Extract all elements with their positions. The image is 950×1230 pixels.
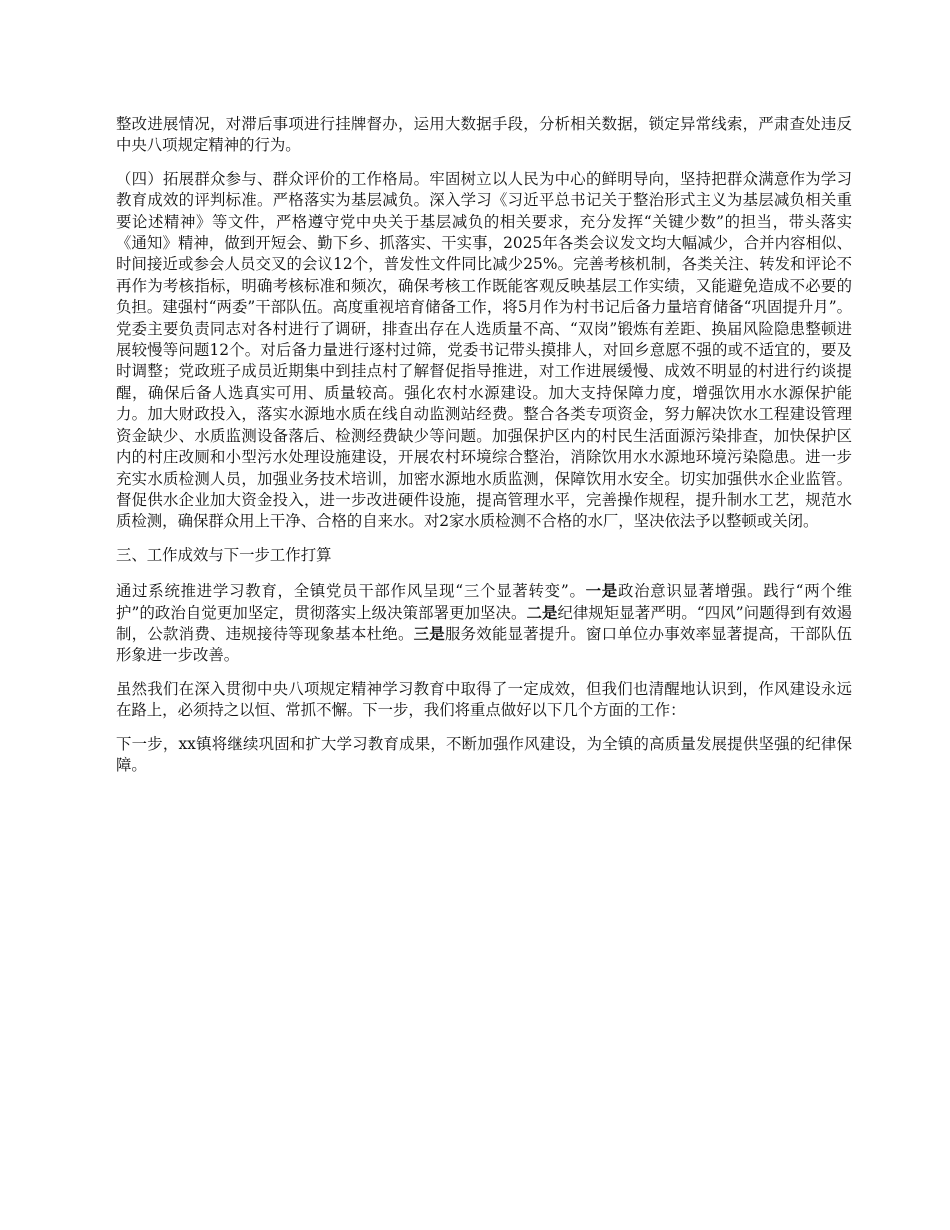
paragraph-mass-participation: （四）拓展群众参与、群众评价的工作格局。牢固树立以人民为中心的鲜明导向，坚持把群众满意作为学习教育成效的评判标准。严格落实为基层减负。深入学习《习近平总书记关于整治形式主义为基层减负相关重要论述精神》等文件，严格遵守党中央关于基层减负的相关要求，充分发挥“关键少数”的担当，带头落实《通知》精神，做到开短会、勤下乡、抓落实、干实事，2025年各类会议发文均大幅减少，合并内容相似、时间接近或参会人员交叉的会议12个，普发性文件同比减少25%。完善考核机制，各类关注、转发和评论不再作为考核指标，明确考核标准和频次，确保考核工作既能客观反映基层工作实绩，又能避免造成不必要的负担。建强村“两委”干部队伍。高度重视培育储备工作，将5月作为村书记后备力量培育储备“巩固提升月”。党委主要负责同志对各村进行了调研，排查出存在人选质量不高、“双岗”锻炼有差距、换届风险隐患整顿进展较慢等问题12个。对后备力量进行逐村过筛，党委书记带头摸排人，对回乡意愿不强的或不适宜的，要及时调整；党政班子成员近期集中到挂点村了解督促指导推进，对工作进展缓慢、成效不明显的村进行约谈提醒，确保后备人选真实可用、质量较高。强化农村水源建设。加大支持保障力度，增强饮用水水源保护能力。加大财政投入，落实水源地水质在线自动监测站经费。整合各类专项资金，努力解决饮水工程建设管理资金缺少、水质监测设备落后、检测经费缺少等问题。加强保护区内的村民生活面源污染排查，加快保护区内的村庄改厕和小型污水处理设施建设，开展农村环境综合整治，消除饮用水水源地环境污染隐患。进一步充实水质检测人员，加强业务技术培训，加密水源地水质监测，保障饮用水安全。切实加强供水企业监管。督促供水企业加大资金投入，进一步改进硬件设施，提高管理水平，完善操作规程，提升制水工艺，规范水质检测，确保群众用上干净、合格的自来水。对2家水质检测不合格的水厂，坚决依法予以整顿或关闭。 (116, 169, 852, 531)
paragraph-closing: 下一步，xx镇将继续巩固和扩大学习教育成果，不断加强作风建设，为全镇的高质量发展提供坚强的纪律保障。 (116, 734, 852, 774)
paragraph-next-steps-intro: 虽然我们在深入贯彻中央八项规定精神学习教育中取得了一定成效，但我们也清醒地认识到，作风建设永远在路上，必须持之以恒、常抓不懈。下一步，我们将重点做好以下几个方面的工作： (116, 679, 852, 720)
third-point-label: 三是 (413, 624, 445, 643)
third-point-text: 服务效能显著提升。窗口单位办事效率显著提高，干部队伍形象进一步改善。 (116, 624, 852, 665)
section-heading-results-and-plans: 三、工作成效与下一步工作打算 (116, 545, 332, 564)
first-point-label: 一是 (585, 582, 618, 601)
paragraph-rectification: 整改进展情况，对滞后事项进行挂牌督办，运用大数据手段，分析相关数据，锁定异常线索，严肃查处违反中央八项规定精神的行为。 (116, 115, 852, 155)
second-point-label: 二是 (526, 603, 558, 622)
three-changes-intro: 通过系统推进学习教育，全镇党员干部作风呈现“三个显著转变”。 (116, 582, 586, 601)
document-page (116, 114, 852, 788)
first-point-text: 政治意识显著增强。践行“两个维护”的政治自觉更加坚定，贯彻落实上级决策部署更加坚决。 (116, 582, 852, 622)
second-point-text: 纪律规矩显著严明。“四风”问题得到有效遏制，公款消费、违规接待等现象基本杜绝。 (116, 603, 852, 643)
paragraph-three-changes (116, 581, 852, 667)
